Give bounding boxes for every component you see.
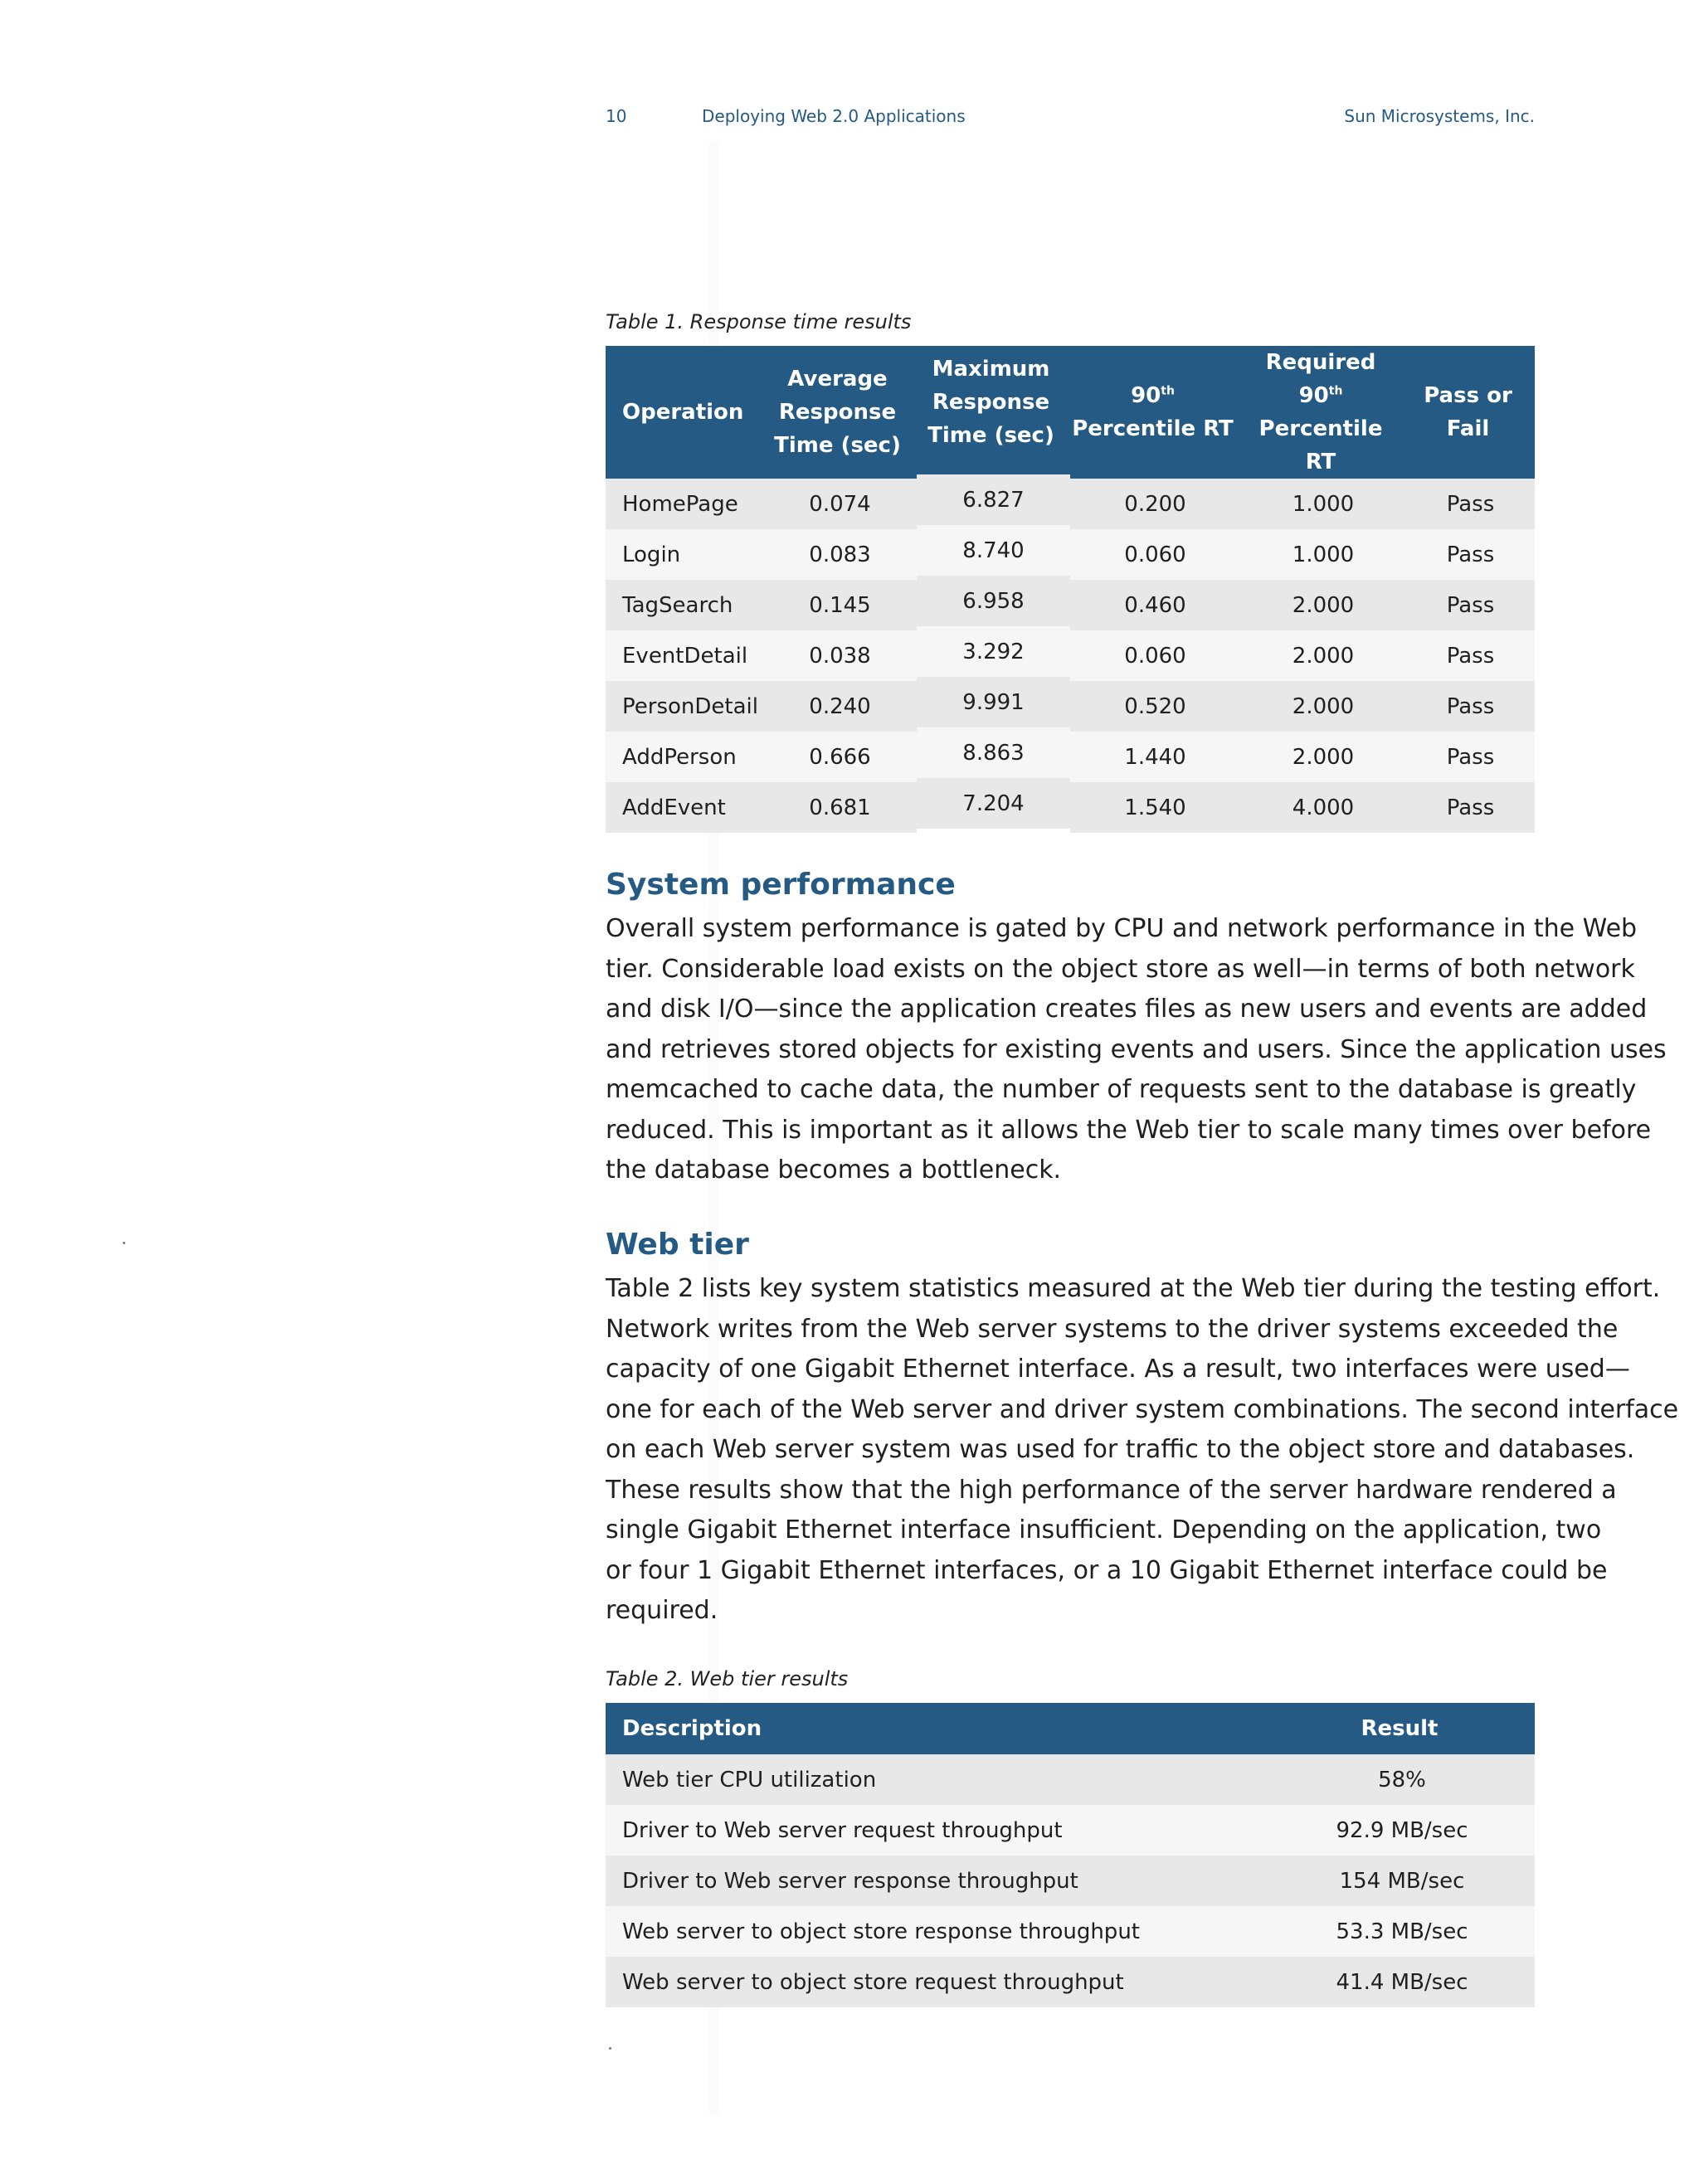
system-performance-paragraph: [606, 909, 1667, 1191]
table-row: [606, 630, 1535, 681]
table-row: [606, 732, 1535, 782]
p90-cell: 1.440: [1070, 732, 1240, 782]
paragraph-line: Network writes from the Web server systems to the driver systems exceeded the: [606, 1314, 1619, 1344]
page-header: [606, 106, 1535, 133]
result-cell: 41.4 MB/sec: [1269, 1957, 1535, 2007]
paragraph-line: These results show that the high performance of the server hardware rendered a: [606, 1475, 1617, 1505]
average-cell: 0.145: [763, 580, 917, 630]
col-result: Result: [1269, 1703, 1535, 1754]
paragraph-line: and retrieves stored objects for existing events and users. Since the application uses: [606, 1034, 1667, 1064]
result-cell: Pass: [1406, 681, 1535, 732]
table-row: [606, 529, 1535, 580]
table-row: [606, 1754, 1535, 1805]
col-operation: Operation: [606, 346, 763, 479]
maximum-cell: 9.991: [917, 677, 1070, 727]
p90-cell: 0.060: [1070, 630, 1240, 681]
table-row: [606, 1856, 1535, 1906]
result-cell: 58%: [1269, 1754, 1535, 1805]
required-p90-cell: 1.000: [1240, 479, 1406, 529]
result-cell: Pass: [1406, 529, 1535, 580]
table-row: [606, 479, 1535, 529]
operation-cell: AddPerson: [606, 732, 763, 782]
col-maximum-response: Maximum Response Time (sec): [917, 346, 1070, 479]
table-header-row: [606, 1703, 1535, 1754]
col-required-90th-percentile: Required 90th Percentile RT: [1240, 346, 1406, 479]
maximum-cell: 6.827: [917, 474, 1070, 525]
operation-cell: AddEvent: [606, 782, 763, 833]
paragraph-line: required.: [606, 1596, 718, 1625]
description-cell: Driver to Web server request throughput: [606, 1805, 1269, 1856]
result-cell: Pass: [1406, 782, 1535, 833]
required-p90-cell: 2.000: [1240, 681, 1406, 732]
maximum-cell: 7.204: [917, 778, 1070, 829]
operation-cell: PersonDetail: [606, 681, 763, 732]
result-cell: 53.3 MB/sec: [1269, 1906, 1535, 1957]
maximum-cell: 8.740: [917, 525, 1070, 576]
p90-cell: 1.540: [1070, 782, 1240, 833]
operation-cell: EventDetail: [606, 630, 763, 681]
paragraph-line: the database becomes a bottleneck.: [606, 1155, 1062, 1184]
required-p90-cell: 2.000: [1240, 630, 1406, 681]
page-number: 10: [606, 106, 627, 126]
stray-mark: [123, 1242, 125, 1244]
paragraph-line: on each Web server system was used for traffic to the object store and databases.: [606, 1435, 1635, 1464]
p90-cell: 0.200: [1070, 479, 1240, 529]
p90-cell: 0.460: [1070, 580, 1240, 630]
web-tier-heading: Web tier: [606, 1228, 749, 1262]
description-cell: Web server to object store response throughput: [606, 1906, 1269, 1957]
web-tier-results-table: [606, 1703, 1535, 2007]
paragraph-line: and disk I/O—since the application creates files as new users and events are added: [606, 995, 1648, 1024]
table-row: [606, 1805, 1535, 1856]
result-cell: 92.9 MB/sec: [1269, 1805, 1535, 1856]
paragraph-line: Table 2 lists key system statistics measured at the Web tier during the testing effort.: [606, 1274, 1661, 1303]
maximum-cell: 8.863: [917, 727, 1070, 778]
table-row: [606, 1906, 1535, 1957]
table-row: [606, 782, 1535, 833]
col-description: Description: [606, 1703, 1269, 1754]
paragraph-line: memcached to cache data, the number of requests sent to the database is greatly: [606, 1075, 1637, 1104]
description-cell: Web tier CPU utilization: [606, 1754, 1269, 1805]
paragraph-line: one for each of the Web server and driver system combinations. The second interface: [606, 1394, 1679, 1424]
average-cell: 0.038: [763, 630, 917, 681]
web-tier-paragraph: [606, 1269, 1679, 1632]
description-cell: Driver to Web server response throughput: [606, 1856, 1269, 1906]
table-row: [606, 681, 1535, 732]
system-performance-heading: System performance: [606, 868, 956, 902]
table-header-row: [606, 346, 1535, 479]
result-cell: Pass: [1406, 732, 1535, 782]
average-cell: 0.083: [763, 529, 917, 580]
operation-cell: TagSearch: [606, 580, 763, 630]
col-average-response: Average Response Time (sec): [763, 346, 917, 479]
average-cell: 0.666: [763, 732, 917, 782]
paragraph-line: or four 1 Gigabit Ethernet interfaces, or a 10 Gigabit Ethernet interface could be: [606, 1555, 1608, 1585]
operation-cell: Login: [606, 529, 763, 580]
result-cell: 154 MB/sec: [1269, 1856, 1535, 1906]
required-p90-cell: 2.000: [1240, 732, 1406, 782]
description-cell: Web server to object store request throughput: [606, 1957, 1269, 2007]
col-pass-or-fail: Pass or Fail: [1406, 346, 1535, 479]
stray-mark: [609, 2047, 611, 2050]
maximum-cell: 6.958: [917, 576, 1070, 626]
result-cell: Pass: [1406, 580, 1535, 630]
average-cell: 0.681: [763, 782, 917, 833]
required-p90-cell: 1.000: [1240, 529, 1406, 580]
required-p90-cell: 4.000: [1240, 782, 1406, 833]
average-cell: 0.074: [763, 479, 917, 529]
average-cell: 0.240: [763, 681, 917, 732]
paragraph-line: tier. Considerable load exists on the object store as well—in terms of both network: [606, 954, 1635, 984]
table-row: [606, 580, 1535, 630]
paragraph-line: Overall system performance is gated by CPU and network performance in the Web: [606, 914, 1638, 943]
paragraph-line: capacity of one Gigabit Ethernet interface. As a result, two interfaces were used—: [606, 1355, 1630, 1384]
response-time-table: [606, 346, 1535, 833]
result-cell: Pass: [1406, 479, 1535, 529]
table1-caption: Table 1. Response time results: [606, 310, 912, 333]
table-row: [606, 1957, 1535, 2007]
p90-cell: 0.060: [1070, 529, 1240, 580]
paragraph-line: single Gigabit Ethernet interface insufficient. Depending on the application, two: [606, 1515, 1602, 1544]
operation-cell: HomePage: [606, 479, 763, 529]
table2-caption: Table 2. Web tier results: [606, 1667, 849, 1690]
company-name: Sun Microsystems, Inc.: [1344, 106, 1535, 126]
result-cell: Pass: [1406, 630, 1535, 681]
maximum-cell: 3.292: [917, 626, 1070, 677]
paragraph-line: reduced. This is important as it allows the Web tier to scale many times over before: [606, 1115, 1652, 1145]
document-title: Deploying Web 2.0 Applications: [702, 106, 966, 126]
required-p90-cell: 2.000: [1240, 580, 1406, 630]
p90-cell: 0.520: [1070, 681, 1240, 732]
col-90th-percentile: 90th Percentile RT: [1070, 346, 1240, 479]
